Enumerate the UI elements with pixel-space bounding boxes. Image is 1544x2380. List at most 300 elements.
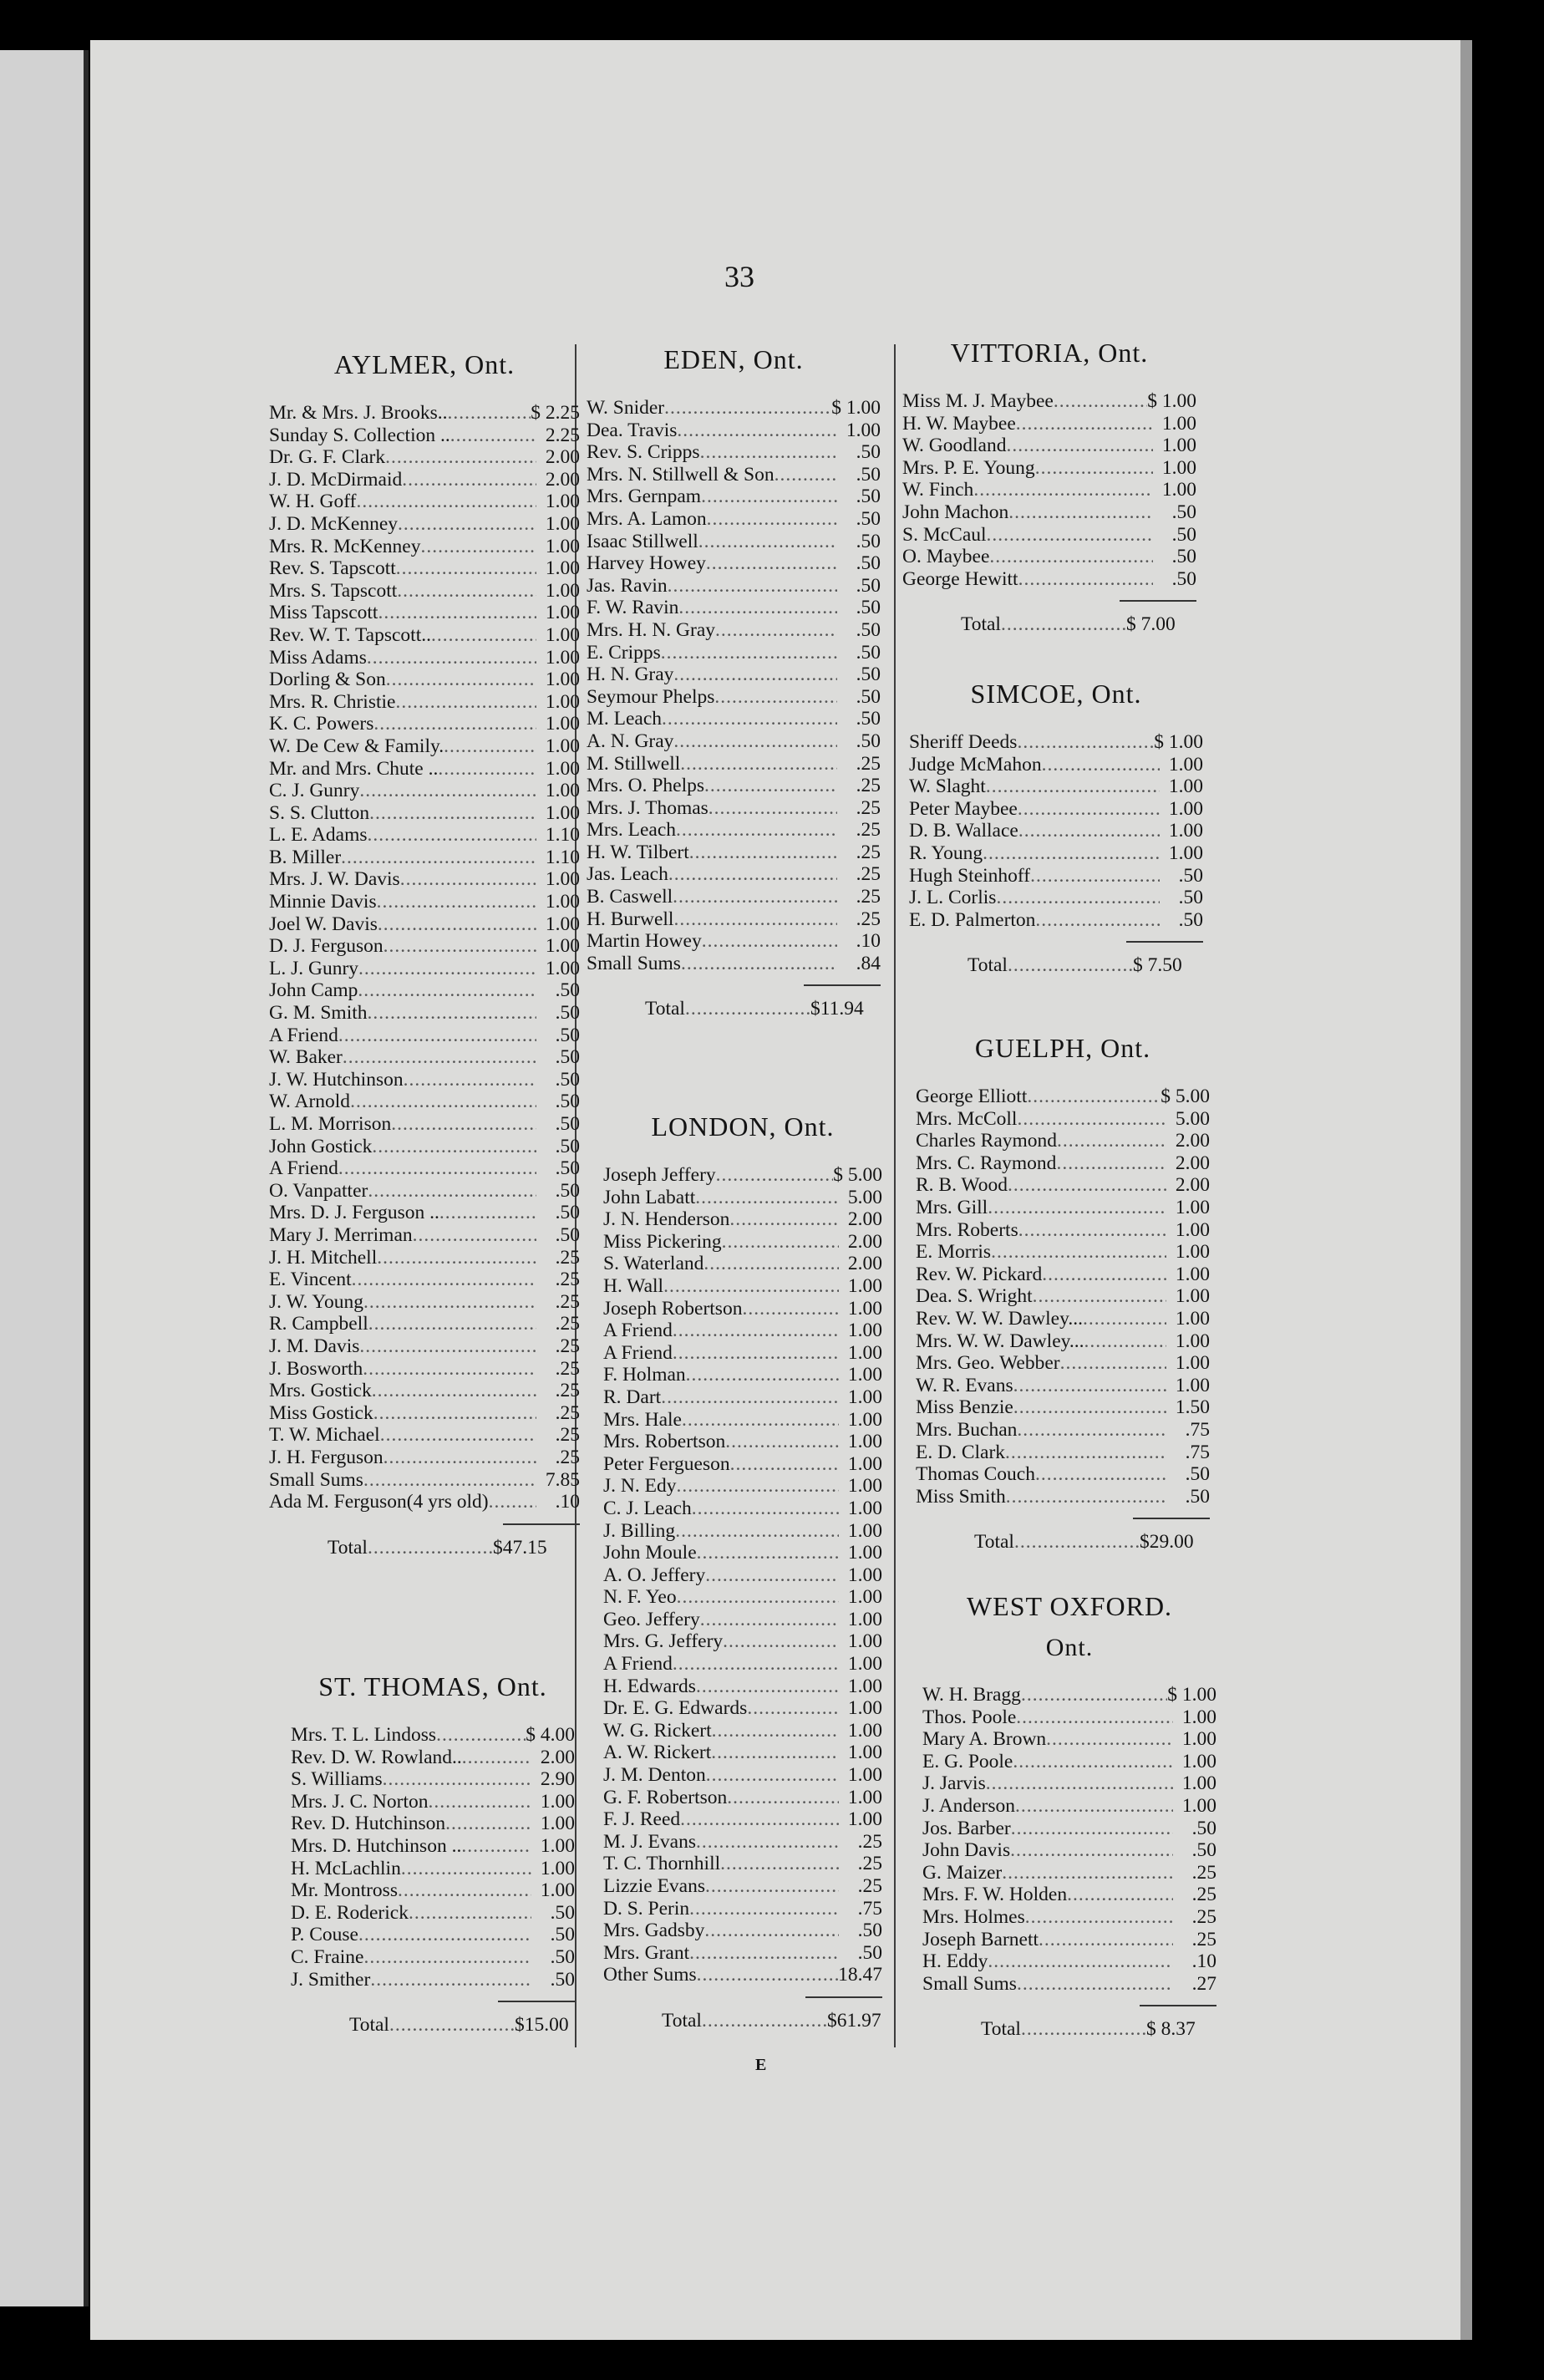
list-item xyxy=(603,1231,882,1254)
list-item xyxy=(269,580,580,603)
donation-amount: 1.00 xyxy=(1181,1794,1216,1817)
leader-dots xyxy=(1042,1264,1166,1286)
donor-name: A Friend xyxy=(269,1157,338,1180)
leader-dots xyxy=(377,1247,536,1269)
list-item xyxy=(603,1364,882,1386)
signature-mark: E xyxy=(755,2056,767,2074)
leader-dots xyxy=(448,402,531,425)
donation-amount: .50 xyxy=(1178,908,1203,931)
section-title: SIMCOE, Ont. xyxy=(970,679,1142,709)
donation-amount: 2.90 xyxy=(540,1768,575,1791)
donor-name: Mrs. D. Hutchinson .. xyxy=(291,1834,462,1857)
donor-name: Mrs. A. Lamon xyxy=(587,507,707,530)
list-item xyxy=(269,1046,580,1069)
total-label: Total xyxy=(968,954,1008,977)
donation-amount: 1.00 xyxy=(847,1431,882,1453)
leader-dots xyxy=(712,1720,839,1742)
leader-dots xyxy=(729,1208,839,1231)
donation-amount: 1.00 xyxy=(1175,1330,1210,1352)
donation-amount: 1.00 xyxy=(545,868,580,891)
section-st-thomas xyxy=(291,1671,575,2037)
total-rule xyxy=(1140,2005,1216,2006)
leader-dots xyxy=(668,575,837,598)
leader-dots xyxy=(678,597,837,619)
list-item xyxy=(587,886,881,908)
donation-amount: 1.00 xyxy=(1181,1728,1216,1751)
leader-dots xyxy=(673,1653,839,1676)
leader-dots xyxy=(1025,1906,1173,1929)
donation-amount: 1.00 xyxy=(847,1608,882,1630)
list-item xyxy=(269,602,580,624)
section-title: LONDON, Ont. xyxy=(651,1111,835,1142)
donor-name: M. J. Evans xyxy=(603,1830,696,1853)
donation-amount: 1.00 xyxy=(847,1586,882,1609)
leader-dots xyxy=(697,1542,839,1564)
total-rule xyxy=(1133,1518,1210,1519)
total-amount: $61.97 xyxy=(826,2009,881,2032)
donor-name: Mrs. Grant xyxy=(603,1941,690,1964)
leader-dots xyxy=(700,1609,839,1631)
leader-dots xyxy=(701,486,837,508)
section-title: GUELPH, Ont. xyxy=(974,1033,1151,1063)
donation-amount: .50 xyxy=(856,552,881,575)
donor-name: G. M. Smith xyxy=(269,1002,368,1025)
leader-dots xyxy=(1017,1973,1173,1996)
leader-dots xyxy=(704,775,837,797)
list-item xyxy=(909,887,1203,909)
list-item xyxy=(603,1320,882,1342)
leader-dots xyxy=(725,1431,839,1453)
donation-amount: 1.00 xyxy=(1168,820,1203,842)
entry-list xyxy=(269,402,580,1513)
list-item xyxy=(269,513,580,536)
list-item xyxy=(916,1241,1210,1264)
donor-name: Sheriff Deeds xyxy=(909,731,1018,753)
section-simcoe xyxy=(909,679,1203,977)
leader-dots xyxy=(1018,820,1160,842)
donor-name: Martin Howey xyxy=(587,930,702,953)
list-item xyxy=(291,1768,575,1791)
donor-name: Mrs. Gill xyxy=(916,1196,988,1218)
donation-amount: .25 xyxy=(856,819,881,842)
donation-amount: .25 xyxy=(555,1269,580,1291)
donation-amount: 1.00 xyxy=(847,1719,882,1742)
donor-name: J. Jarvis xyxy=(922,1772,986,1795)
donation-amount: .50 xyxy=(550,1968,575,1991)
donor-name: E. D. Clark xyxy=(916,1441,1006,1463)
donation-amount: .25 xyxy=(857,1830,882,1853)
list-item xyxy=(269,1269,580,1291)
donor-name: J. N. Edy xyxy=(603,1475,677,1498)
donor-name: D. B. Wallace xyxy=(909,820,1018,842)
donor-name: C. J. Gunry xyxy=(269,780,360,802)
leader-dots xyxy=(401,1858,531,1880)
list-item xyxy=(902,479,1196,501)
donation-amount: .84 xyxy=(856,952,881,974)
donation-amount: .50 xyxy=(856,730,881,752)
donor-name: J. Bosworth xyxy=(269,1357,363,1380)
donation-amount: 1.00 xyxy=(545,780,580,802)
leader-dots xyxy=(395,691,536,714)
list-item xyxy=(587,953,881,975)
list-item xyxy=(269,557,580,580)
donation-amount: 1.00 xyxy=(847,1341,882,1364)
donor-name: J. M. Denton xyxy=(603,1764,706,1787)
donor-name: Mrs. G. Jeffery xyxy=(603,1630,724,1653)
donor-name: Rev. W. W. Dawley... xyxy=(916,1307,1083,1330)
donor-name: Other Sums xyxy=(603,1964,697,1986)
list-item xyxy=(587,531,881,553)
leader-dots xyxy=(444,735,536,758)
list-item xyxy=(269,425,580,447)
donation-amount: 18.47 xyxy=(838,1964,882,1986)
list-item xyxy=(916,1152,1210,1175)
donation-amount: 1.00 xyxy=(545,913,580,935)
list-item xyxy=(922,1906,1216,1929)
list-item xyxy=(269,1224,580,1247)
leader-dots xyxy=(404,1069,536,1091)
list-item xyxy=(603,1697,882,1720)
leader-dots xyxy=(429,1791,531,1813)
leader-dots xyxy=(689,1942,839,1965)
total-row xyxy=(922,2018,1216,2041)
list-item xyxy=(902,524,1196,547)
donor-name: Rev. W. Pickard xyxy=(916,1263,1043,1285)
donor-name: T. W. Michael xyxy=(269,1424,380,1447)
donation-amount: 1.00 xyxy=(847,1297,882,1320)
list-item xyxy=(587,508,881,531)
total-amount: $15.00 xyxy=(514,2014,569,2037)
list-item xyxy=(269,1002,580,1025)
list-item xyxy=(603,1831,882,1854)
leader-dots xyxy=(373,713,536,735)
donor-name: H. Eddy xyxy=(922,1950,988,1973)
entry-list xyxy=(603,1164,882,1986)
list-item xyxy=(269,469,580,491)
list-item xyxy=(902,390,1196,413)
donor-name: O. Maybee xyxy=(902,546,990,568)
column-divider-right xyxy=(894,344,896,2047)
donor-name: Small Sums xyxy=(269,1468,363,1491)
list-item xyxy=(909,776,1203,798)
leader-dots xyxy=(1035,457,1153,480)
donation-amount: 1.00 xyxy=(545,801,580,824)
leader-dots xyxy=(709,797,837,820)
leader-dots xyxy=(706,552,837,575)
leader-dots xyxy=(1027,1086,1161,1108)
list-item xyxy=(909,820,1203,842)
donor-name: Mrs. Roberts xyxy=(916,1218,1018,1241)
total-amount: $11.94 xyxy=(810,998,864,1020)
list-item xyxy=(587,775,881,797)
leader-dots xyxy=(682,1409,839,1432)
donation-amount: .50 xyxy=(555,1046,580,1069)
donor-name: C. Fraine xyxy=(291,1945,364,1968)
leader-dots xyxy=(673,908,837,931)
list-item xyxy=(603,1853,882,1875)
list-item xyxy=(603,1742,882,1764)
leader-dots xyxy=(742,1298,839,1320)
donation-amount: .50 xyxy=(555,1157,580,1180)
leader-dots xyxy=(723,1630,839,1653)
list-item xyxy=(269,713,580,735)
donation-amount: 7.85 xyxy=(545,1468,580,1491)
list-item xyxy=(603,1431,882,1453)
leader-dots xyxy=(711,1742,839,1764)
leader-dots xyxy=(661,1386,839,1409)
list-item xyxy=(603,1653,882,1676)
donation-amount: .25 xyxy=(857,1853,882,1875)
donation-amount: .50 xyxy=(856,664,881,686)
list-item xyxy=(916,1108,1210,1131)
leader-dots xyxy=(1084,1330,1167,1353)
donor-name: John Labatt xyxy=(603,1186,696,1208)
donor-name: Minnie Davis xyxy=(269,891,377,913)
page-number: 33 xyxy=(724,260,754,293)
donor-name: L. E. Adams xyxy=(269,824,368,847)
leader-dots xyxy=(400,868,536,891)
list-item xyxy=(587,753,881,776)
leader-dots xyxy=(1010,1839,1173,1862)
donation-amount: .50 xyxy=(555,979,580,1002)
donation-amount: .50 xyxy=(555,1223,580,1246)
list-item xyxy=(587,863,881,886)
total-label: Total xyxy=(645,998,685,1020)
donor-name: A Friend xyxy=(603,1341,673,1364)
leader-dots xyxy=(368,824,537,847)
donor-name: Joseph Jeffery xyxy=(603,1164,716,1186)
donor-name: Mrs. Geo. Webber xyxy=(916,1352,1060,1375)
donor-name: A. N. Gray xyxy=(587,730,674,752)
leader-dots xyxy=(698,531,837,553)
donor-name: Miss Benzie xyxy=(916,1396,1013,1419)
donor-name: J. Smither xyxy=(291,1968,371,1991)
list-item xyxy=(269,847,580,869)
section-london xyxy=(603,1111,882,2032)
donation-amount: $ 1.00 xyxy=(831,397,881,419)
list-item xyxy=(603,1787,882,1809)
donor-name: Lizzie Evans xyxy=(603,1875,706,1897)
list-item xyxy=(916,1264,1210,1286)
donation-amount: .50 xyxy=(555,1002,580,1025)
leader-dots xyxy=(438,758,536,781)
leader-dots xyxy=(1030,865,1160,887)
list-item xyxy=(587,819,881,842)
total-row xyxy=(269,1537,580,1559)
donor-name: Mrs. W. W. Dawley... xyxy=(916,1330,1084,1352)
donor-name: Mrs. S. Tapscott xyxy=(269,579,398,602)
donor-name: R. Young xyxy=(909,842,983,864)
leader-dots xyxy=(686,1364,839,1386)
leader-dots xyxy=(370,1969,531,1991)
leader-dots xyxy=(747,1697,839,1720)
leader-dots xyxy=(1035,1463,1166,1486)
donor-name: H. N. Gray xyxy=(587,664,674,686)
leader-dots xyxy=(359,780,536,802)
leader-dots xyxy=(973,479,1153,501)
donation-amount: .25 xyxy=(555,1401,580,1424)
total-rule xyxy=(805,1996,882,1998)
leader-dots xyxy=(986,1772,1173,1795)
leader-dots xyxy=(1011,1818,1173,1840)
leader-dots xyxy=(1083,1308,1166,1330)
leader-dots xyxy=(1067,1884,1173,1906)
donor-name: Hugh Steinhoff xyxy=(909,864,1031,887)
leader-dots xyxy=(378,913,536,936)
leader-dots xyxy=(378,602,536,624)
list-item xyxy=(922,1772,1216,1795)
donation-amount: .25 xyxy=(856,908,881,930)
list-item xyxy=(269,824,580,847)
list-item xyxy=(269,935,580,958)
list-item xyxy=(922,1728,1216,1751)
leader-dots xyxy=(702,930,837,953)
leader-dots xyxy=(398,1879,531,1902)
donation-amount: 1.00 xyxy=(847,1274,882,1297)
leader-dots xyxy=(991,1241,1166,1264)
donation-amount: .50 xyxy=(555,1113,580,1135)
donation-amount: 1.00 xyxy=(1161,435,1196,457)
total-rule xyxy=(1120,600,1196,602)
donor-name: Mr. and Mrs. Chute .. xyxy=(269,757,439,780)
leader-dots xyxy=(668,863,837,886)
donation-amount: .25 xyxy=(555,1446,580,1468)
donation-amount: 1.00 xyxy=(1181,1706,1216,1728)
donor-name: W. H. Bragg xyxy=(922,1684,1021,1706)
list-item xyxy=(916,1330,1210,1353)
donation-amount: .50 xyxy=(857,1941,882,1964)
list-item xyxy=(269,979,580,1002)
donation-amount: .10 xyxy=(1191,1950,1216,1973)
donor-name: L. M. Morrison xyxy=(269,1113,392,1135)
donor-name: Joseph Robertson xyxy=(603,1297,743,1320)
leader-dots xyxy=(358,1924,531,1946)
section-subtitle: Ont. xyxy=(1045,1634,1094,1661)
donor-name: N. F. Yeo xyxy=(603,1586,677,1609)
donor-name: Rev. W. T. Tapscott.. xyxy=(269,623,431,646)
list-item xyxy=(916,1219,1210,1242)
list-item xyxy=(269,1424,580,1447)
list-item xyxy=(922,1795,1216,1818)
leader-dots xyxy=(704,1920,839,1942)
donation-amount: 1.00 xyxy=(846,419,881,441)
leader-dots xyxy=(696,1831,839,1854)
donation-amount: 5.00 xyxy=(1175,1107,1210,1130)
leader-dots xyxy=(662,708,837,730)
donation-amount: 1.00 xyxy=(1175,1263,1210,1285)
donor-name: Isaac Stillwell xyxy=(587,530,698,552)
list-item xyxy=(603,1386,882,1409)
donation-amount: 1.00 xyxy=(847,1408,882,1431)
donation-amount: $ 1.00 xyxy=(1154,731,1203,753)
leader-dots xyxy=(673,730,837,753)
list-item xyxy=(269,1157,580,1180)
total-amount: $ 7.00 xyxy=(1125,613,1176,636)
list-item xyxy=(922,1839,1216,1862)
list-item xyxy=(587,464,881,486)
list-item xyxy=(922,1950,1216,1973)
list-item xyxy=(587,686,881,709)
donor-name: Mrs. Buchan xyxy=(916,1418,1018,1441)
list-item xyxy=(916,1285,1210,1308)
donation-amount: 1.00 xyxy=(540,1879,575,1902)
list-item xyxy=(269,1136,580,1158)
leader-dots xyxy=(389,2014,515,2037)
leader-dots xyxy=(385,446,536,469)
donor-name: W. R. Evans xyxy=(916,1374,1013,1396)
list-item xyxy=(269,491,580,513)
donation-amount: 1.00 xyxy=(847,1475,882,1498)
donor-name: W. Baker xyxy=(269,1046,343,1069)
list-item xyxy=(269,1335,580,1358)
list-item xyxy=(603,1208,882,1231)
donor-name: Dr. E. G. Edwards xyxy=(603,1697,748,1720)
donation-amount: $ 2.25 xyxy=(531,402,580,424)
list-item xyxy=(269,1313,580,1335)
donation-amount: 1.00 xyxy=(1175,1374,1210,1396)
total-amount: $47.15 xyxy=(492,1536,547,1559)
list-item xyxy=(922,1684,1216,1706)
donation-amount: .25 xyxy=(1191,1884,1216,1906)
donor-name: Harvey Howey xyxy=(587,552,706,575)
list-item xyxy=(902,435,1196,457)
donor-name: J. Anderson xyxy=(922,1794,1015,1817)
list-item xyxy=(587,575,881,598)
donation-amount: .25 xyxy=(555,1246,580,1269)
leader-dots xyxy=(677,420,837,442)
donor-name: Thos. Poole xyxy=(922,1706,1017,1728)
leader-dots xyxy=(696,1676,839,1698)
donor-name: Judge McMahon xyxy=(909,753,1042,776)
leader-dots xyxy=(1013,1751,1173,1773)
leader-dots xyxy=(359,1335,536,1358)
list-item xyxy=(909,842,1203,865)
donor-name: R. Campbell xyxy=(269,1313,368,1335)
donor-name: E. G. Poole xyxy=(922,1750,1013,1772)
leader-dots xyxy=(1021,1684,1167,1706)
donation-amount: 1.00 xyxy=(540,1813,575,1835)
donation-amount: .75 xyxy=(1185,1441,1210,1463)
list-item xyxy=(269,1469,580,1492)
donor-name: Mrs. R. Christie xyxy=(269,690,396,713)
donor-name: J. D. McKenney xyxy=(269,512,399,535)
list-item xyxy=(587,420,881,442)
donor-name: H. McLachlin xyxy=(291,1857,401,1879)
donation-amount: .50 xyxy=(1185,1485,1210,1508)
total-amount: $ 7.50 xyxy=(1132,954,1182,977)
leader-dots xyxy=(413,1224,536,1247)
donation-amount: .25 xyxy=(1191,1928,1216,1950)
donation-amount: .50 xyxy=(1171,546,1196,568)
donor-name: Mary A. Brown xyxy=(922,1728,1047,1751)
leader-dots xyxy=(386,669,536,691)
leader-dots xyxy=(383,1447,536,1469)
donation-amount: 2.00 xyxy=(847,1208,882,1231)
leader-dots xyxy=(987,524,1153,547)
list-item xyxy=(291,1858,575,1880)
list-item xyxy=(269,1380,580,1402)
leader-dots xyxy=(431,624,536,647)
donor-name: Dr. G. F. Clark xyxy=(269,446,386,469)
leader-dots xyxy=(988,1197,1166,1219)
list-item xyxy=(291,1813,575,1835)
donation-amount: 1.00 xyxy=(1168,776,1203,798)
leader-dots xyxy=(986,776,1160,798)
donor-name: George Hewitt xyxy=(902,567,1018,590)
donation-amount: .25 xyxy=(1191,1861,1216,1884)
list-item xyxy=(902,501,1196,524)
donation-amount: 1.00 xyxy=(1175,1218,1210,1241)
